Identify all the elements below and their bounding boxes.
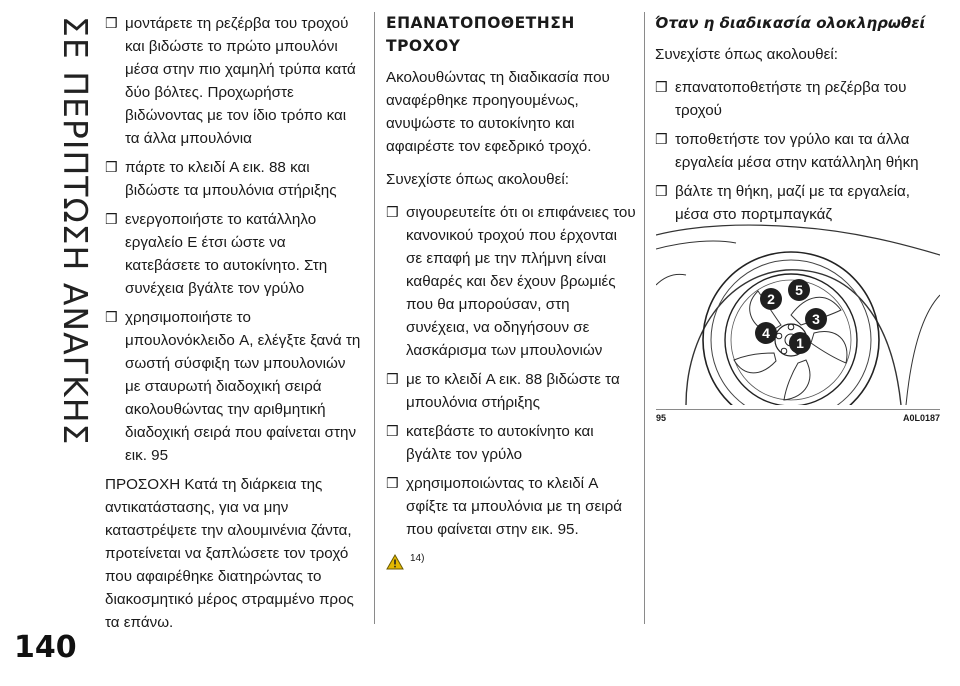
svg-text:1: 1	[796, 335, 804, 351]
wheel-illustration	[656, 215, 940, 405]
page-number: 140	[14, 630, 77, 665]
figure-rule	[656, 409, 940, 410]
column-1	[105, 12, 363, 644]
column-divider	[374, 12, 375, 624]
checkbox-bullet-icon: ❒	[655, 79, 668, 95]
warning-triangle-icon	[386, 554, 404, 570]
svg-text:2: 2	[767, 291, 775, 307]
callout-1	[789, 332, 811, 354]
svg-text:4: 4	[762, 325, 770, 341]
section-title: ΣΕ ΠΕΡΙΠΤΩΣΗ ΑΝΑΓΚΗΣ	[56, 16, 95, 446]
callout-3	[805, 308, 827, 330]
section-heading: ΕΠΑΝΑΤΟΠΟΘΕΤΗΣΗ ΤΡΟΧΟΥ	[386, 14, 575, 55]
list-item: ❒ χρησιμοποιήστε το μπουλονόκλειδο A, ελέγξτε ξανά τη σωστή σύσφιξη των μπουλονιών με σταυρωτή διαδοχική σειρά ακολουθώντας την αριθμητική διαδοχική σειρά που φαίνεται στην εικ. 95	[105, 306, 363, 467]
checkbox-bullet-icon: ❒	[655, 131, 668, 147]
checkbox-bullet-icon: ❒	[386, 423, 399, 439]
svg-text:3: 3	[812, 311, 820, 327]
svg-text:5: 5	[795, 282, 803, 298]
list-item: ❒ με το κλειδί A εικ. 88 βιδώστε τα μπουλόνια στήριξης	[386, 368, 636, 414]
checkbox-bullet-icon: ❒	[105, 211, 118, 227]
list-item: ❒ μοντάρετε τη ρεζέρβα του τροχού και βιδώστε το πρώτο μπουλόνι μέσα στην πιο χαμηλή τρύπα κατά δύο βόλτες. Προχωρήστε βιδώνοντας με τον ίδιο τρόπο και τα άλλα μπουλόνια	[105, 12, 363, 150]
list-item: ❒ τοποθετήστε τον γρύλο και τα άλλα εργαλεία μέσα στην κατάλληλη θήκη	[655, 128, 945, 174]
figure-code: A0L0187	[902, 413, 940, 423]
paragraph: Ακολουθώντας τη διαδικασία που αναφέρθηκε προηγουμένως, ανυψώστε το αυτοκίνητο και αφαιρέστε τον εφεδρικό τροχό.	[386, 69, 610, 155]
figure-caption	[656, 413, 940, 423]
callout-4	[755, 322, 777, 344]
checkbox-bullet-icon: ❒	[105, 159, 118, 175]
list-item: ❒ βάλτε τη θήκη, μαζί με τα εργαλεία, μέσα στο πορτμπαγκάζ	[655, 180, 945, 226]
callout-5	[788, 279, 810, 301]
paragraph: Συνεχίστε όπως ακολουθεί:	[386, 171, 569, 188]
checkbox-bullet-icon: ❒	[105, 15, 118, 31]
checkbox-bullet-icon: ❒	[386, 475, 399, 491]
list-item: ❒ ενεργοποιήστε το κατάλληλο εργαλείο E έτσι ώστε να κατεβάσετε το αυτοκίνητο. Στη συνέχεια βγάλτε τον γρύλο	[105, 208, 363, 300]
callout-2	[760, 288, 782, 310]
caution-note: ΠΡΟΣΟΧΗ Κατά τη διάρκεια της αντικατάστασης, για να μην καταστρέψετε την αλουμινένια ζάντα, προτείνεται να ξαπλώσετε τον τροχό που αφαιρέθηκε διατηρώντας το διακοσμητικό μέρος στραμμένο προς τα επάνω.	[105, 476, 354, 631]
subsection-heading: Όταν η διαδικασία ολοκληρωθεί	[655, 14, 926, 32]
checkbox-bullet-icon: ❒	[105, 309, 118, 325]
figure-number: 95	[656, 413, 667, 423]
list-item: ❒ επανατοποθετήστε τη ρεζέρβα του τροχού	[655, 76, 945, 122]
checkbox-bullet-icon: ❒	[655, 183, 668, 199]
checkbox-bullet-icon: ❒	[386, 371, 399, 387]
checkbox-bullet-icon: ❒	[386, 204, 399, 220]
list-item: ❒ κατεβάστε το αυτοκίνητο και βγάλτε τον γρύλο	[386, 420, 636, 466]
list-item: ❒ χρησιμοποιώντας το κλειδί A σφίξτε τα μπουλόνια με τη σειρά που φαίνεται στην εικ. 95.	[386, 472, 636, 541]
warning-reference	[386, 547, 636, 570]
list-item: ❒ πάρτε το κλειδί A εικ. 88 και βιδώστε τα μπουλόνια στήριξης	[105, 156, 363, 202]
column-2	[386, 12, 636, 570]
warning-ref-label: 14)	[410, 553, 425, 564]
column-divider	[644, 12, 645, 624]
list-item: ❒ σιγουρευτείτε ότι οι επιφάνειες του κανονικού τροχού που έρχονται σε επαφή με την πλήμνη είναι καθαρές και δεν έχουν βρωμιές που θα μπορούσαν, στη συνέχεια, να οδηγήσουν σε λασκάρισμα των μπουλονιών	[386, 201, 636, 362]
paragraph: Συνεχίστε όπως ακολουθεί:	[655, 46, 838, 63]
column-3	[655, 12, 945, 232]
